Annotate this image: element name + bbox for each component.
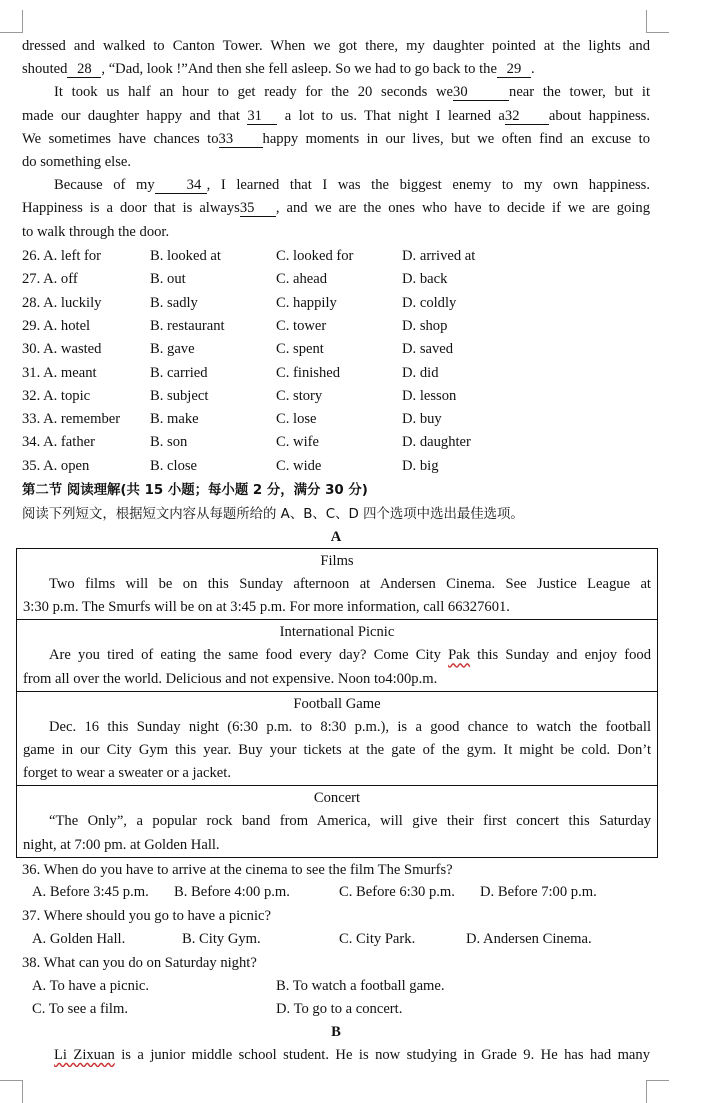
passage-line: Because of my 34 , I learned that I was the biggest enemy to my own happiness. [54, 177, 650, 194]
passage-line: It took us half an hour to get ready for the 20 seconds we30 near the tower, but it [54, 84, 650, 101]
option-36-a: A. Before 3:45 p.m. [32, 884, 149, 900]
notice-line: Are you tired of eating the same food every day? Come City Pak this Sunday and enjoy food [49, 647, 651, 664]
option-row-31: 31. A. meant B. carried C. finished D. did [22, 364, 439, 381]
blank-29: 29 [497, 61, 531, 78]
passage-line: dressed and walked to Canton Tower. When we got there, my daughter pointed at the lights and [22, 38, 650, 54]
notice-line: forget to wear a sweater or a jacket. [23, 765, 231, 782]
cloze-passage [22, 35, 650, 244]
section-instruction: 阅读下列短文，根据短文内容从每题所给的 A、B、C、D 四个选项中选出最佳选项。 [22, 507, 524, 522]
passage-label-b: B [331, 1024, 341, 1040]
notice-title: Concert [313, 790, 361, 807]
passage-b-line: Li Zixuan is a junior middle school student. He is now studying in Grade 9. He has had many [54, 1047, 650, 1063]
notice-line: from all over the world. Delicious and not expensive. Noon to4:00p.m. [23, 670, 438, 687]
page-corner-mark [0, 1080, 23, 1103]
option-row-27: 27. A. off B. out C. ahead D. back [22, 271, 448, 288]
blank-31: 31 [247, 108, 277, 125]
passage-label-a: A [330, 529, 342, 545]
blank-33: 33 [219, 131, 263, 148]
option-36-b: B. Before 4:00 p.m. [174, 884, 290, 900]
option-38-b: B. To watch a football game. [276, 978, 445, 994]
notice-line: Two films will be on this Sunday afternoon at Andersen Cinema. See Justice League at [49, 576, 651, 592]
page-corner-mark [0, 10, 23, 33]
passage-line: do something else. [22, 153, 132, 170]
passage-line: shouted 28 , “Dad, look !”And then she fell asleep. So we had to go back to the 29 . [22, 61, 535, 78]
notice-concert [17, 786, 657, 857]
option-row-26: 26. A. left for B. looked at C. looked for D. arrived at [22, 248, 476, 264]
option-37-d: D. Andersen Cinema. [466, 931, 592, 947]
blank-32: 32 [505, 108, 549, 125]
notice-football [17, 692, 657, 787]
section-heading: 第二节 阅读理解(共 15 小题；每小题 2 分，满分 30 分) [22, 483, 368, 498]
option-row-28: 28. A. luckily B. sadly C. happily D. coldly [22, 294, 457, 311]
notice-line: Dec. 16 this Sunday night (6:30 p.m. to 8:30 p.m.), is a good chance to watch the football [49, 718, 651, 735]
passage-line: Happiness is a door that is always35 , and we are the ones who have to decide if we are going [22, 200, 650, 217]
notice-line: game in our City Gym this year. Buy your tickets at the gate of the gym. It might be cold. Don’t [23, 741, 651, 758]
notice-films [17, 549, 657, 620]
blank-34: 34 [155, 177, 207, 194]
blank-35: 35 [240, 200, 276, 217]
option-36-c: C. Before 6:30 p.m. [339, 884, 455, 900]
question-36: 36. When do you have to arrive at the cinema to see the film The Smurfs? [22, 862, 453, 878]
notice-picnic [17, 620, 657, 691]
question-38: 38. What can you do on Saturday night? [22, 955, 257, 971]
option-row-29: 29. A. hotel B. restaurant C. tower D. shop [22, 317, 448, 334]
option-38-d: D. To go to a concert. [276, 1001, 403, 1017]
notice-line: night, at 7:00 pm. at Golden Hall. [23, 836, 220, 853]
passage-line: We sometimes have chances to33 happy moments in our lives, but we often find an excuse to [22, 130, 650, 147]
notice-title: Films [320, 553, 354, 569]
page-corner-mark [646, 1080, 669, 1103]
notice-title: International Picnic [279, 624, 395, 641]
option-37-b: B. City Gym. [182, 931, 261, 947]
option-row-32: 32. A. topic B. subject C. story D. lesson [22, 387, 457, 404]
notice-line: 3:30 p.m. The Smurfs will be on at 3:45 p.m. For more information, call 66327601. [23, 599, 510, 616]
question-37: 37. Where should you go to have a picnic? [22, 908, 271, 924]
blank-28: 28 [67, 61, 101, 78]
passage-line: made our daughter happy and that 31 a lot to us. That night I learned a32 about happiness. [22, 107, 650, 124]
option-row-35: 35. A. open B. close C. wide D. big [22, 457, 439, 474]
option-38-c: C. To see a film. [32, 1001, 128, 1017]
option-row-33: 33. A. remember B. make C. lose D. buy [22, 411, 442, 428]
option-row-30: 30. A. wasted B. gave C. spent D. saved [22, 341, 454, 358]
notice-line: “The Only”, a popular rock band from America, will give their first concert this Saturday [49, 813, 651, 830]
option-row-34: 34. A. father B. son C. wife D. daughter [22, 434, 471, 451]
option-36-d: D. Before 7:00 p.m. [480, 884, 597, 900]
option-38-a: A. To have a picnic. [32, 978, 150, 994]
page-corner-mark [646, 10, 669, 33]
notice-title: Football Game [293, 695, 381, 712]
person-name: Li Zixuan [54, 1047, 115, 1063]
option-37-a: A. Golden Hall. [32, 931, 126, 947]
blank-30: 30 [453, 84, 509, 101]
notice-board [16, 548, 658, 858]
option-37-c: C. City Park. [339, 931, 416, 947]
passage-line: to walk through the door. [22, 223, 170, 240]
